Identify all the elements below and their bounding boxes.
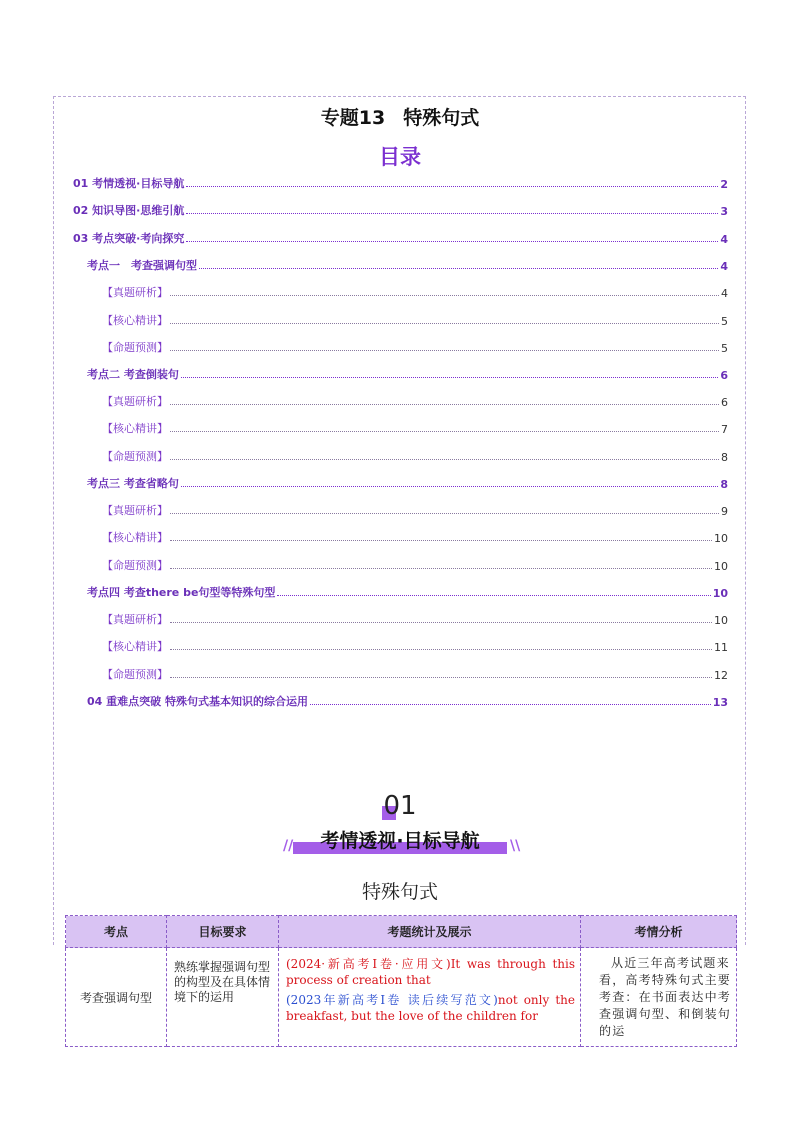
- toc-leader: [170, 459, 719, 460]
- toc-item[interactable]: [73, 228, 728, 246]
- toc-item[interactable]: [102, 391, 728, 409]
- section-heading: 考情透视·目标导航: [320, 830, 480, 852]
- toc-item-label: 02 知识导图·思维引航: [73, 204, 185, 217]
- toc-item-page: 3: [720, 205, 728, 218]
- toc-item-page: 4: [721, 287, 728, 300]
- toc-item-page: 13: [712, 696, 728, 709]
- toc-item[interactable]: [73, 200, 728, 218]
- toc-item[interactable]: [102, 609, 728, 627]
- toc-leader: [199, 268, 718, 269]
- toc-item-page: 2: [720, 178, 728, 191]
- toc-item-label: 03 考点突破·考向探究: [73, 232, 185, 245]
- toc-item-label: 【命题预测】: [102, 668, 168, 681]
- toc-leader: [186, 241, 718, 242]
- toc-item[interactable]: [102, 310, 728, 328]
- toc-leader: [310, 704, 711, 705]
- toc-item[interactable]: [102, 555, 728, 573]
- toc-item-label: 【核心精讲】: [102, 422, 168, 435]
- toc-item-page: 8: [721, 451, 728, 464]
- column-header: 目标要求: [167, 916, 279, 948]
- toc-leader: [186, 213, 718, 214]
- column-header: 考情分析: [581, 916, 737, 948]
- toc-leader: [170, 431, 719, 432]
- toc-item[interactable]: [102, 446, 728, 464]
- toc-item-page: 9: [721, 505, 728, 518]
- toc-leader: [170, 323, 719, 324]
- toc-leader: [170, 568, 712, 569]
- toc-item-label: 【核心精讲】: [102, 531, 168, 544]
- toc-item[interactable]: [87, 255, 728, 273]
- title-main: 特殊句式: [403, 107, 480, 129]
- toc-leader: [170, 404, 719, 405]
- toc-item-page: 6: [720, 369, 728, 382]
- slash-decoration-right: \\: [510, 838, 521, 854]
- goal-text: 熟练掌握强调句型的构型及在具体情境下的运用: [174, 960, 271, 1004]
- cell-goal: [167, 948, 279, 1047]
- toc-item-label: 【真题研析】: [102, 286, 168, 299]
- toc-item[interactable]: [102, 282, 728, 300]
- example-text: It was through this process of creation that: [286, 957, 575, 987]
- toc-leader: [181, 486, 719, 487]
- toc-item-page: 4: [720, 233, 728, 246]
- toc-item-label: 【命题预测】: [102, 450, 168, 463]
- toc-item-page: 10: [712, 587, 728, 600]
- toc-item-page: 5: [721, 342, 728, 355]
- title-prefix: 专题13: [320, 107, 386, 129]
- toc-leader: [170, 513, 719, 514]
- column-header: 考点: [66, 916, 167, 948]
- example-text: not only the breakfast, but the love of the children for: [286, 993, 575, 1023]
- toc-item[interactable]: [102, 418, 728, 436]
- toc-item-label: 【真题研析】: [102, 613, 168, 626]
- toc-item-page: 4: [720, 260, 728, 273]
- cell-point: [66, 948, 167, 1047]
- toc-item-page: 7: [721, 423, 728, 436]
- example-source: (2024·新高考Ⅰ卷·应用文): [286, 957, 451, 971]
- toc-leader: [170, 295, 719, 296]
- table-header-row: [66, 916, 737, 948]
- column-header: 考题统计及展示: [279, 916, 581, 948]
- table-row: [66, 948, 737, 1047]
- toc-item-label: 考点一 考查强调句型: [87, 259, 197, 272]
- cell-examples: [279, 948, 581, 1047]
- toc-item-page: 5: [721, 315, 728, 328]
- toc-leader: [170, 350, 719, 351]
- toc-leader: [277, 595, 710, 596]
- point-text: 考查强调句型: [79, 990, 152, 1005]
- toc-item-label: 考点四 考查there be句型等特殊句型: [87, 586, 276, 599]
- toc-item-label: 04 重难点突破 特殊句式基本知识的综合运用: [87, 695, 308, 708]
- toc-item-page: 10: [714, 532, 728, 545]
- toc-leader: [186, 186, 718, 187]
- toc-item-label: 【命题预测】: [102, 341, 168, 354]
- exam-analysis-table: [65, 915, 737, 1047]
- toc-item[interactable]: [87, 473, 728, 491]
- toc-leader: [170, 649, 712, 650]
- toc-item-label: 【命题预测】: [102, 559, 168, 572]
- toc-leader: [170, 540, 712, 541]
- toc-item[interactable]: [102, 500, 728, 518]
- toc-item[interactable]: [73, 173, 728, 191]
- slash-decoration-left: //: [283, 838, 294, 854]
- cell-analysis: [581, 948, 737, 1047]
- toc-item-page: 8: [720, 478, 728, 491]
- toc-leader: [170, 677, 712, 678]
- page-title: [0, 103, 800, 130]
- toc-item[interactable]: [102, 527, 728, 545]
- toc-item-page: 10: [714, 614, 728, 627]
- toc-item-page: 11: [714, 641, 728, 654]
- toc-item-label: 01 考情透视·目标导航: [73, 177, 185, 190]
- analysis-text: 从近三年高考试题来看，高考特殊句式主要考查：在书面表达中考查强调句型、和倒装句的运: [599, 956, 732, 1038]
- toc-heading: 目录: [379, 145, 421, 169]
- toc-item-label: 考点三 考查省略句: [87, 477, 179, 490]
- toc-item-label: 【真题研析】: [102, 395, 168, 408]
- toc-item-page: 6: [721, 396, 728, 409]
- example-source: (2023年新高考Ⅰ卷 读后续写范文): [286, 993, 498, 1007]
- toc-item-page: 12: [714, 669, 728, 682]
- toc-leader: [181, 377, 719, 378]
- toc-item-label: 【核心精讲】: [102, 314, 168, 327]
- toc-leader: [170, 622, 712, 623]
- toc-item[interactable]: [102, 664, 728, 682]
- toc-item-page: 10: [714, 560, 728, 573]
- toc-item[interactable]: [87, 691, 728, 709]
- toc-item-label: 【真题研析】: [102, 504, 168, 517]
- toc-item-label: 【核心精讲】: [102, 640, 168, 653]
- toc-item[interactable]: [102, 636, 728, 654]
- section-number: 01: [383, 791, 417, 821]
- toc-item[interactable]: [87, 364, 728, 382]
- toc-item[interactable]: [102, 337, 728, 355]
- toc-item[interactable]: [87, 582, 728, 600]
- toc-item-label: 考点二 考查倒装句: [87, 368, 179, 381]
- section-subtitle: 特殊句式: [361, 881, 438, 903]
